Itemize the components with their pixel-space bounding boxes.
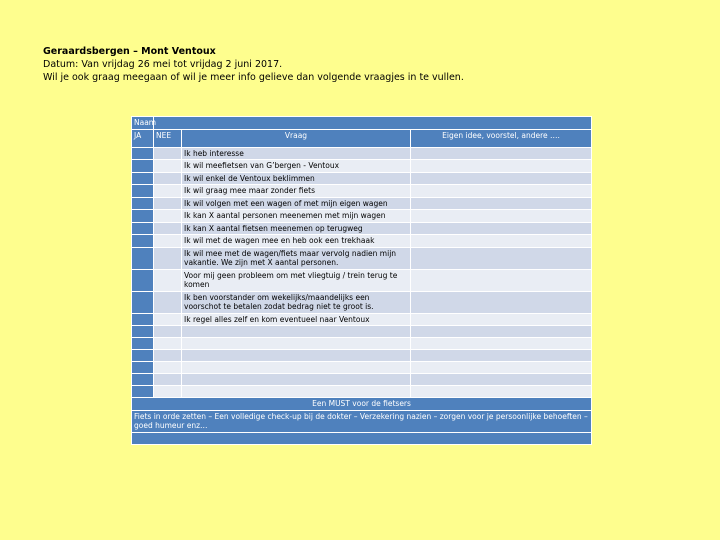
idee-cell[interactable] [411,160,592,173]
ja-cell[interactable] [132,147,154,160]
nee-cell[interactable] [154,291,182,313]
must-text: Fiets in orde zetten – Een volledige check-up bij de dokter – Verzekering nazien – zorgen voor je persoonlijke behoeften – goed humeur enz… [132,410,592,432]
question-text: Ik kan X aantal personen meenemen met mijn wagen [182,210,411,223]
ja-cell[interactable] [132,160,154,173]
ja-cell[interactable] [132,386,154,398]
question-text: Ik ben voorstander om wekelijks/maandelijks een voorschot te betalen zodat bedrag niet te groot is. [182,291,411,313]
ja-cell[interactable] [132,269,154,291]
empty-question-cell[interactable] [182,326,411,338]
nee-cell[interactable] [154,222,182,235]
question-text: Ik kan X aantal fietsen meenemen op terugweg [182,222,411,235]
question-table [131,116,592,445]
nee-cell[interactable] [154,326,182,338]
ja-cell[interactable] [132,338,154,350]
nee-cell[interactable] [154,197,182,210]
question-text: Voor mij geen probleem om met vliegtuig / trein terug te komen [182,269,411,291]
idee-cell[interactable] [411,362,592,374]
question-text: Ik wil met de wagen mee en heb ook een trekhaak [182,235,411,248]
idee-cell[interactable] [411,269,592,291]
ja-cell[interactable] [132,313,154,326]
nee-cell[interactable] [154,185,182,198]
idee-cell[interactable] [411,222,592,235]
ja-cell[interactable] [132,374,154,386]
empty-question-cell[interactable] [182,350,411,362]
idee-cell[interactable] [411,197,592,210]
idee-cell[interactable] [411,291,592,313]
idee-cell[interactable] [411,326,592,338]
nee-cell[interactable] [154,269,182,291]
signup-form [131,116,591,445]
ja-cell[interactable] [132,235,154,248]
ja-cell[interactable] [132,291,154,313]
question-text: Ik regel alles zelf en kom eventueel naar Ventoux [182,313,411,326]
empty-question-cell[interactable] [182,362,411,374]
empty-question-cell[interactable] [182,386,411,398]
col-nee-header: NEE [154,129,182,147]
nee-cell[interactable] [154,210,182,223]
nee-cell[interactable] [154,235,182,248]
idee-cell[interactable] [411,247,592,269]
question-text: Ik wil volgen met een wagen of met mijn eigen wagen [182,197,411,210]
idee-cell[interactable] [411,374,592,386]
ja-cell[interactable] [132,197,154,210]
naam-field[interactable] [154,117,592,130]
ja-cell[interactable] [132,326,154,338]
nee-cell[interactable] [154,374,182,386]
must-title: Een MUST voor de fietsers [132,398,592,411]
nee-cell[interactable] [154,338,182,350]
question-text: Ik wil enkel de Ventoux beklimmen [182,172,411,185]
nee-cell[interactable] [154,313,182,326]
nee-cell[interactable] [154,247,182,269]
ja-cell[interactable] [132,362,154,374]
nee-cell[interactable] [154,350,182,362]
question-text: Ik wil mee met de wagen/fiets maar vervolg nadien mijn vakantie. We zijn met X aantal personen. [182,247,411,269]
idee-cell[interactable] [411,235,592,248]
ja-cell[interactable] [132,350,154,362]
nee-cell[interactable] [154,160,182,173]
nee-cell[interactable] [154,386,182,398]
idee-cell[interactable] [411,147,592,160]
ja-cell[interactable] [132,247,154,269]
idee-cell[interactable] [411,386,592,398]
nee-cell[interactable] [154,172,182,185]
nee-cell[interactable] [154,362,182,374]
ja-cell[interactable] [132,185,154,198]
ja-cell[interactable] [132,172,154,185]
idee-cell[interactable] [411,350,592,362]
page-title: Geraardsbergen – Mont Ventoux [43,46,216,57]
idee-cell[interactable] [411,185,592,198]
ja-cell[interactable] [132,210,154,223]
question-text: Ik wil graag mee maar zonder fiets [182,185,411,198]
intro-line: Wil je ook graag meegaan of wil je meer info gelieve dan volgende vraagjes in te vullen. [43,72,464,83]
col-vraag-header: Vraag [182,129,411,147]
col-idee-header: Eigen idee, voorstel, andere …. [411,129,592,147]
empty-question-cell[interactable] [182,338,411,350]
nee-cell[interactable] [154,147,182,160]
date-line: Datum: Van vrijdag 26 mei tot vrijdag 2 juni 2017. [43,59,283,70]
page-header [43,45,464,84]
idee-cell[interactable] [411,338,592,350]
question-text: Ik wil meefietsen van G’bergen - Ventoux [182,160,411,173]
idee-cell[interactable] [411,313,592,326]
footer-bar [132,432,592,444]
idee-cell[interactable] [411,172,592,185]
empty-question-cell[interactable] [182,374,411,386]
col-ja-header: JA [132,129,154,147]
naam-label: Naam [132,117,154,130]
question-text: Ik heb interesse [182,147,411,160]
idee-cell[interactable] [411,210,592,223]
ja-cell[interactable] [132,222,154,235]
